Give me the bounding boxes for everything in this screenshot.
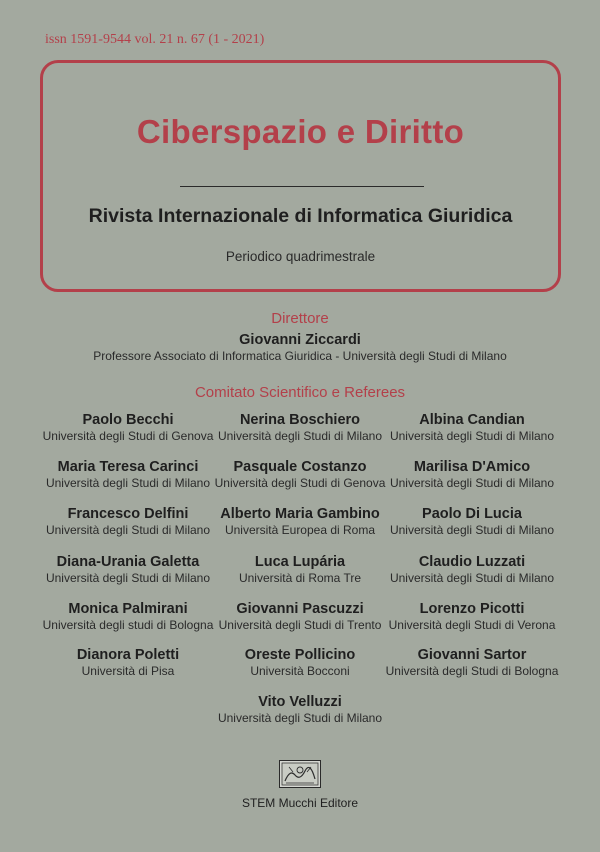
director-name: Giovanni Ziccardi	[239, 332, 361, 348]
member-affiliation: Università Bocconi	[250, 664, 350, 678]
member-affiliation: Università degli Studi di Genova	[42, 429, 214, 443]
member-name: Nerina Boschiero	[239, 412, 361, 428]
committee-member	[200, 412, 400, 443]
committee-member	[28, 506, 228, 537]
committee-member	[28, 412, 228, 443]
committee-member	[28, 601, 228, 632]
member-affiliation: Università degli Studi di Milano	[217, 711, 383, 725]
publisher-name: STEM Mucchi Editore	[241, 796, 359, 810]
member-affiliation: Università degli Studi di Milano	[45, 523, 211, 537]
member-affiliation: Università degli Studi di Milano	[389, 476, 555, 490]
committee-member	[28, 647, 228, 678]
member-affiliation: Università Europea di Roma	[224, 523, 376, 537]
member-name: Diana-Urania Galetta	[56, 554, 200, 570]
committee-member	[372, 554, 572, 585]
committee-member	[372, 459, 572, 490]
committee-member	[200, 554, 400, 585]
journal-title: Ciberspazio e Diritto	[136, 113, 465, 150]
member-affiliation: Università degli Studi di Milano	[45, 571, 211, 585]
committee-member	[372, 412, 572, 443]
member-affiliation: Università degli Studi di Genova	[214, 476, 386, 490]
member-affiliation: Università degli Studi di Milano	[389, 429, 555, 443]
member-affiliation: Università degli Studi di Milano	[389, 523, 555, 537]
director-heading: Direttore	[271, 310, 329, 327]
member-affiliation: Università degli Studi di Milano	[389, 571, 555, 585]
committee-member	[200, 694, 400, 725]
journal-subtitle: Rivista Internazionale di Informatica Giuridica	[88, 205, 513, 227]
member-name: Monica Palmirani	[68, 601, 188, 617]
member-name: Giovanni Pascuzzi	[236, 601, 364, 617]
title-box	[40, 60, 561, 292]
member-name: Pasquale Costanzo	[233, 459, 367, 475]
member-affiliation: Università degli Studi di Milano	[45, 476, 211, 490]
member-affiliation: Università degli Studi di Milano	[217, 429, 383, 443]
member-name: Paolo Di Lucia	[422, 506, 522, 522]
member-name: Marilisa D'Amico	[413, 459, 531, 475]
member-affiliation: Università degli studi di Bologna	[42, 618, 214, 632]
member-name: Alberto Maria Gambino	[220, 506, 380, 522]
member-name: Luca Lupária	[254, 554, 346, 570]
member-affiliation: Università degli Studi di Verona	[388, 618, 556, 632]
title-divider	[180, 186, 424, 187]
member-name: Maria Teresa Carinci	[57, 459, 199, 475]
director-affiliation: Professore Associato di Informatica Giuridica - Università degli Studi di Milano	[93, 349, 507, 363]
committee-member	[200, 506, 400, 537]
member-name: Paolo Becchi	[82, 412, 174, 428]
committee-member	[372, 506, 572, 537]
periodicity-label: Periodico quadrimestrale	[225, 249, 376, 264]
committee-member	[200, 601, 400, 632]
member-name: Albina Candian	[419, 412, 525, 428]
member-affiliation: Università degli Studi di Trento	[218, 618, 382, 632]
committee-member	[200, 647, 400, 678]
member-name: Francesco Delfini	[67, 506, 189, 522]
committee-heading: Comitato Scientifico e Referees	[194, 384, 406, 401]
member-name: Dianora Poletti	[76, 647, 180, 663]
member-affiliation: Università di Roma Tre	[238, 571, 362, 585]
member-name: Oreste Pollicino	[244, 647, 356, 663]
member-affiliation: Università degli Studi di Bologna	[385, 664, 559, 678]
member-name: Giovanni Sartor	[417, 647, 527, 663]
director-block	[0, 332, 600, 363]
member-name: Vito Velluzzi	[258, 694, 342, 710]
issn-line: issn 1591-9544 vol. 21 n. 67 (1 - 2021)	[45, 32, 265, 47]
committee-member	[372, 601, 572, 632]
committee-member	[28, 459, 228, 490]
member-name: Lorenzo Picotti	[419, 601, 525, 617]
committee-member	[372, 647, 572, 678]
member-name: Claudio Luzzati	[418, 554, 526, 570]
member-affiliation: Università di Pisa	[81, 664, 175, 678]
committee-member	[28, 554, 228, 585]
committee-member	[200, 459, 400, 490]
publisher-emblem-icon	[279, 760, 321, 788]
